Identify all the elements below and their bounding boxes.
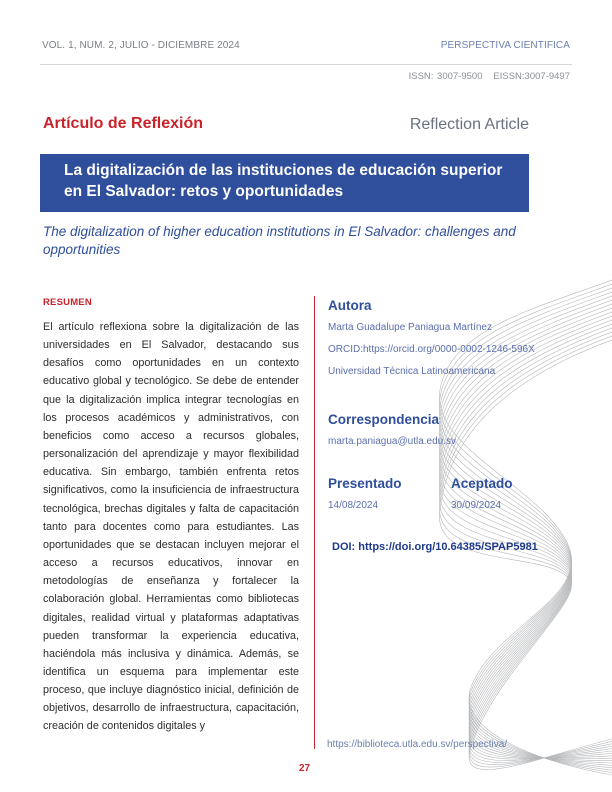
title-banner [40,154,529,212]
author-name: Marta Guadalupe Paniagua Martínez [328,322,492,333]
submitted-heading: Presentado [328,476,402,491]
article-type-es: Artículo de Reflexión [43,115,204,132]
volume-info: VOL. 1, NUM. 2, JULIO - DICIEMBRE 2024 [42,40,240,51]
correspondence-email[interactable]: marta.paniagua@utla.edu.sv [328,436,457,447]
wave-line [439,340,612,770]
accepted-date: 30/09/2024 [451,500,502,511]
correspondence-heading: Correspondencia [328,412,440,427]
accepted-heading: Aceptado [451,476,513,491]
journal-name: PERSPECTIVA CIENTIFICA [440,40,570,51]
author-affiliation: Universidad Técnica Latinoamericana [328,366,496,377]
author-orcid[interactable]: ORCID:https://orcid.org/0000-0002-1246-596X [328,344,535,355]
journal-url[interactable]: https://biblioteca.utla.edu.sv/perspectiva/ [327,739,508,750]
wave-line [439,312,612,758]
submitted-date: 14/08/2024 [328,500,379,511]
author-heading: Autora [328,298,372,313]
page-number: 27 [299,763,311,774]
doi-link[interactable]: DOI: https://doi.org/10.64385/SPAP5981 [332,541,538,553]
article-type-en: Reflection Article [409,116,529,133]
column-divider [314,296,315,749]
header-divider [40,64,572,65]
wave-line [439,320,612,759]
abstract-heading: RESUMEN [43,297,92,308]
abstract-text: El artículo reflexiona sobre la digitalización de las universidades en El Salvador, destacando sus desafíos como oportunidades en un contexto educativo global y tecnológico. Se debe de entender que la digitalización implica integrar tecnologías en los procesos académicos y administrativos, con beneficios como acceso a recursos globales, personalización del aprendizaje y mayor flexibilidad educativa. Sin embargo, también enfrenta retos significativos, como la insuficiencia de infraestructura tecnológica, brechas digitales y falta de capacitación tanto para docentes como para estudiantes. Las oportunidades que se destacan incluyen mejorar el acceso a recursos educativos, innovar en metodologías de enseñanza y fortalecer la colaboración global. Herramientas como bibliotecas digitales, realidad virtual y plataformas adaptativas pueden transformar la experiencia educativa, haciéndola más inclusiva y dinámica. Además, se identifica un esquema para implementar este proceso, que incluye diagnóstico inicial, definición de objetivos, desarrollo de infraestructura, capacitación, creación de contenidos digitales y [43,321,299,733]
eissn: EISSN:3007-9497 [493,71,570,82]
wave-line [439,288,612,770]
article-title-en: The digitalization of higher education institutions in El Salvador: challenges and opportunities [43,224,516,257]
wave-line [439,284,612,773]
article-title: La digitalización de las instituciones de educación superior en El Salvador: retos y oportunidades [64,162,503,200]
issn: ISSN: 3007-9500 [408,71,483,82]
issn-line [409,71,570,82]
